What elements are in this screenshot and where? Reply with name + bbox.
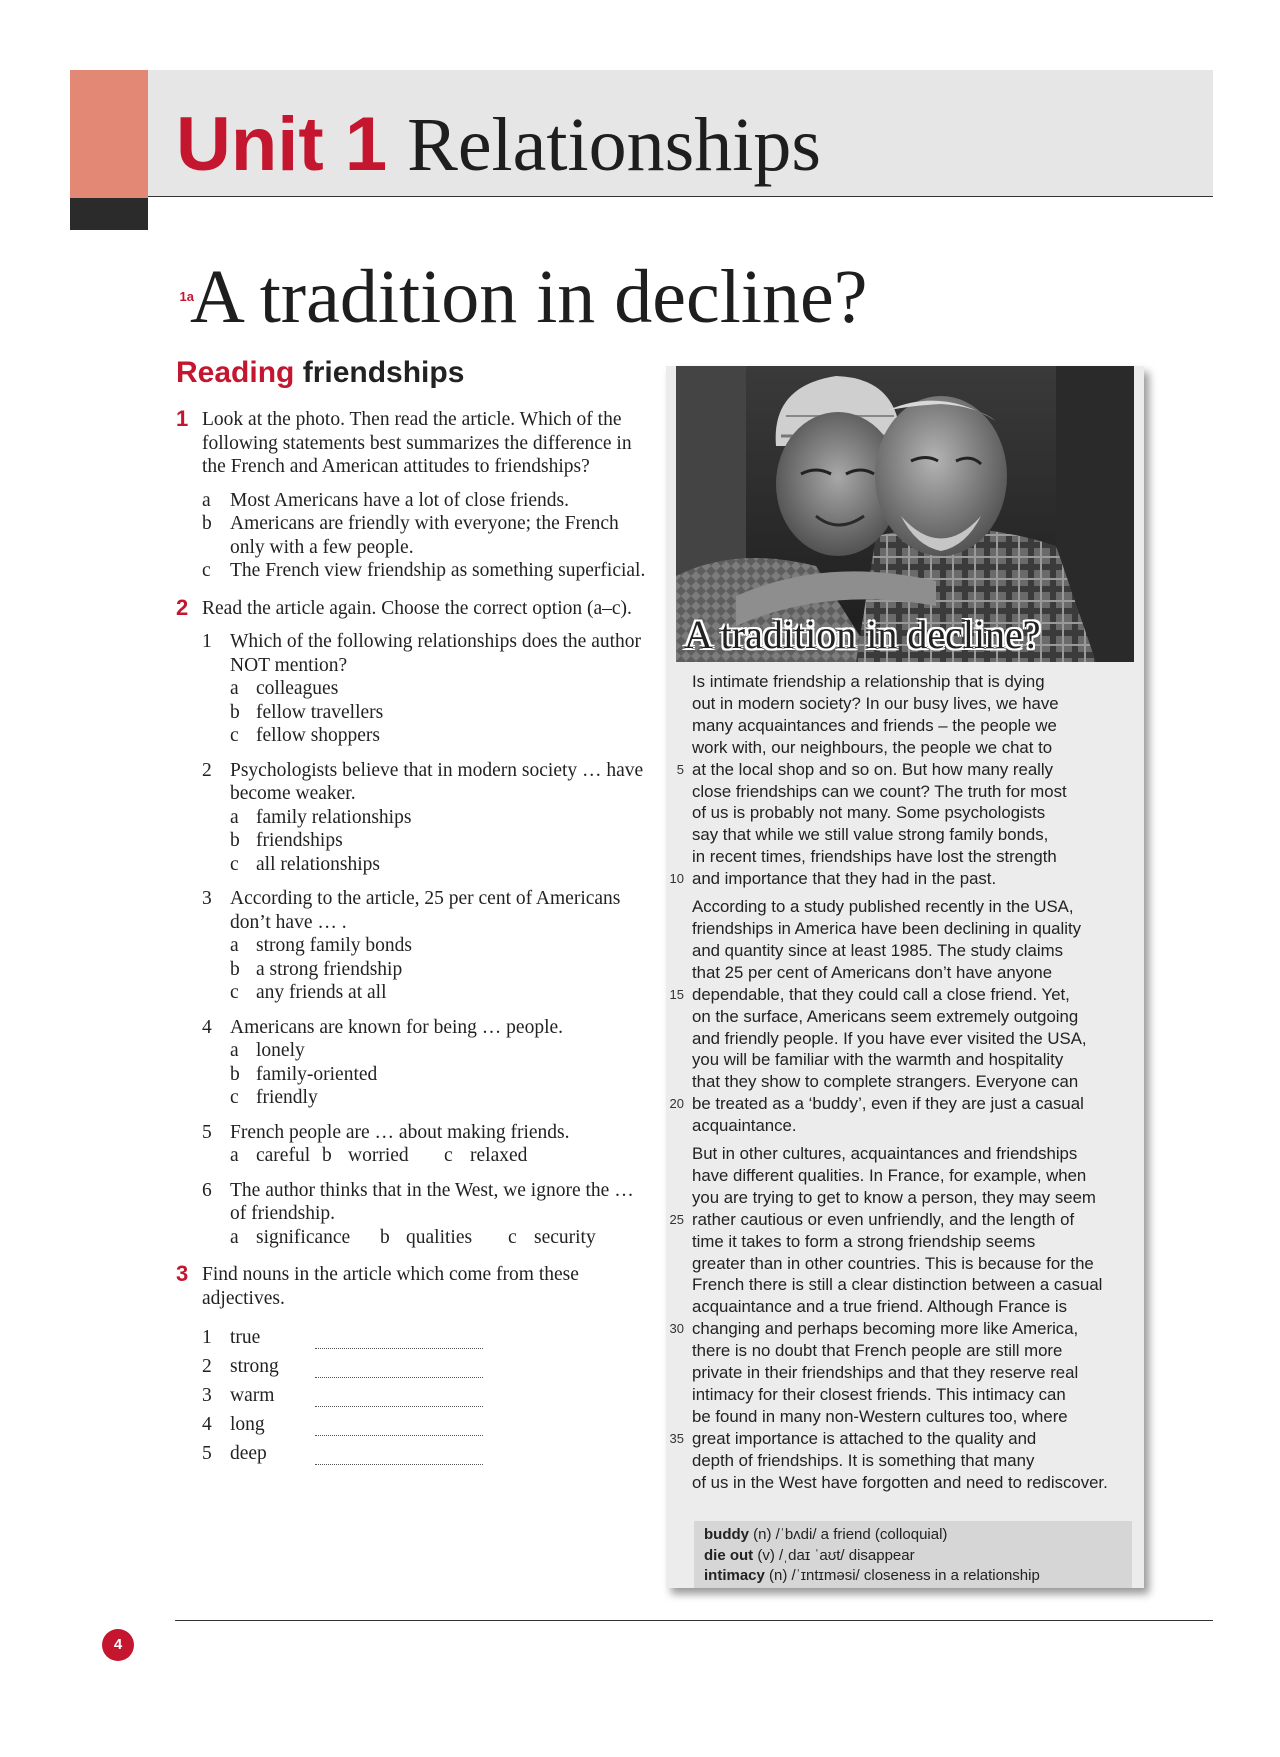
glossary-word: die out (704, 1546, 754, 1564)
line-number: 10 (669, 871, 684, 887)
option-list (202, 489, 646, 583)
article-line (666, 868, 1144, 890)
item-number: 5 (202, 1442, 212, 1464)
question-number: 3 (202, 888, 212, 909)
question-item (202, 1016, 646, 1110)
option-letter: a (230, 678, 239, 699)
option-text: family relationships (256, 806, 412, 828)
article-line (666, 1165, 1144, 1187)
glossary-word: intimacy (704, 1567, 765, 1584)
question-body (230, 887, 646, 1005)
line-text: that 25 per cent of Americans don’t have anyone (692, 962, 1053, 982)
option-letter: b (230, 830, 240, 851)
option-letter: c (230, 1087, 239, 1108)
article-line (666, 1472, 1144, 1494)
question-number: 2 (202, 759, 212, 781)
option-text: family-oriented (256, 1063, 378, 1085)
question-options (230, 1144, 646, 1168)
line-number: 15 (669, 986, 684, 1002)
exercises-column (176, 408, 646, 1479)
exercise-number: 1 (176, 406, 189, 431)
lesson-name: A tradition in decline? (190, 255, 868, 339)
question-options (230, 806, 646, 877)
article-line (666, 1384, 1144, 1406)
article-line (666, 1362, 1144, 1384)
article-line (666, 846, 1144, 868)
unit-number: Unit 1 (176, 102, 388, 187)
section-heading (176, 356, 464, 390)
question-number: 6 (202, 1179, 212, 1201)
question-text: French people are … about making friends. (230, 1121, 570, 1143)
line-text: Is intimate friendship a relationship that is dying (692, 672, 1045, 691)
article-line (666, 962, 1144, 984)
option-text: strong family bonds (256, 935, 412, 956)
exercise-number: 3 (176, 1261, 189, 1286)
option-letter: a (230, 1040, 239, 1061)
article-line (666, 1253, 1144, 1275)
option-letter: a (230, 1226, 239, 1248)
option-letter: b (380, 1226, 390, 1248)
answer-line (315, 1419, 483, 1436)
option-item (230, 958, 646, 982)
option-item (230, 724, 646, 748)
question-body (230, 1016, 646, 1110)
exercise-instruction: Read the article again. Choose the correct option (a–c). (202, 597, 632, 619)
glossary-definition: (v) /ˌdaɪ ˈaʊt/ disappear (757, 1546, 915, 1564)
article-line (666, 671, 1144, 693)
article-line (666, 940, 1144, 962)
article-body (666, 671, 1144, 1500)
option-item (230, 934, 646, 958)
option-item (230, 981, 646, 1005)
article-line (666, 1340, 1144, 1362)
line-text: depth of friendships. It is something that many (692, 1450, 1035, 1470)
exercise-number: 2 (176, 594, 189, 620)
article-line (666, 1450, 1144, 1472)
answer-line (315, 1332, 483, 1349)
option-item (230, 1086, 646, 1110)
article-line (666, 1209, 1144, 1231)
article-line (666, 1093, 1144, 1115)
line-text: acquaintance. (692, 1116, 797, 1136)
section-topic: friendships (302, 356, 465, 389)
line-text: acquaintance and a true friend. Although France is (692, 1297, 1068, 1317)
question-item (202, 630, 646, 748)
option-item (380, 1226, 508, 1250)
line-text: dependable, that they could call a close friend. Yet, (692, 984, 1070, 1004)
option-item (230, 1039, 646, 1063)
option-text: friendships (256, 830, 343, 851)
exercise-instruction: Look at the photo. Then read the article. Which of the following statements best summarizes the difference in the French and American attitudes to friendships? (202, 409, 632, 477)
exercise-3 (176, 1263, 646, 1465)
noun-list (202, 1320, 646, 1465)
option-text: any friends at all (256, 982, 387, 1003)
glossary-box (694, 1521, 1132, 1588)
article-paragraph (666, 896, 1144, 1137)
line-text: at the local shop and so on. But how many really (692, 759, 1054, 779)
option-item (322, 1144, 444, 1168)
line-text: you will be familiar with the warmth and hospitality (692, 1050, 1064, 1070)
option-text: lonely (256, 1040, 305, 1061)
question-text: Which of the following relationships does the author NOT mention? (230, 631, 642, 676)
footer-rule (175, 1620, 1213, 1621)
option-text: fellow shoppers (256, 725, 381, 746)
article-line (666, 918, 1144, 940)
glossary-word: buddy (704, 1526, 749, 1543)
item-number: 3 (202, 1384, 212, 1406)
option-letter: b (230, 1063, 240, 1085)
line-number: 20 (669, 1096, 684, 1112)
article-line (666, 1006, 1144, 1028)
option-text: colleagues (256, 678, 339, 699)
question-body (230, 630, 646, 748)
option-letter: a (230, 806, 239, 828)
glossary-entry (704, 1525, 1122, 1546)
option-letter: c (508, 1226, 517, 1248)
question-body (230, 1179, 646, 1250)
line-number: 25 (669, 1211, 684, 1227)
question-text: The author thinks that in the West, we ignore the … of friendship. (230, 1179, 634, 1224)
line-text: According to a study published recently in the USA, (692, 897, 1074, 917)
question-options (230, 1039, 646, 1110)
article-paragraph (666, 671, 1144, 890)
line-text: say that while we still value strong family bonds, (692, 825, 1049, 845)
option-text: friendly (256, 1087, 318, 1108)
lesson-number: 1a (179, 289, 194, 304)
question-text: Americans are known for being … people. (230, 1016, 564, 1038)
line-text: French there is still a clear distinction between a casual (692, 1275, 1103, 1295)
article-line (666, 759, 1144, 781)
line-text: intimacy for their closest friends. This intimacy can (692, 1385, 1066, 1404)
article-line (666, 1231, 1144, 1253)
option-text: relaxed (470, 1145, 528, 1166)
option-letter: a (230, 935, 239, 956)
article-line (666, 1143, 1144, 1165)
article-line (666, 1115, 1144, 1137)
line-text: rather cautious or even unfriendly, and the length of (692, 1209, 1075, 1229)
article-line (666, 737, 1144, 759)
article-line (666, 1406, 1144, 1428)
line-text: great importance is attached to the quality and (692, 1428, 1037, 1448)
article-line (666, 1049, 1144, 1071)
article-line (666, 1428, 1144, 1450)
article-title: A tradition in decline? (684, 612, 1041, 657)
question-item (202, 1121, 646, 1168)
exercise-instruction: Find nouns in the article which come from these adjectives. (202, 1264, 579, 1309)
option-letter: c (202, 560, 211, 581)
option-letter: b (230, 701, 240, 723)
option-item (230, 1144, 322, 1168)
page-number: 4 (102, 1629, 134, 1661)
option-item (230, 677, 646, 701)
option-item (202, 489, 646, 513)
line-text: private in their friendships and that they reserve real (692, 1363, 1079, 1383)
line-text: be found in many non-Western cultures too, where (692, 1406, 1068, 1426)
option-letter: a (230, 1145, 239, 1166)
line-text: and friendly people. If you have ever visited the USA, (692, 1028, 1087, 1048)
article-line (666, 1318, 1144, 1340)
article-panel (666, 366, 1144, 1588)
glossary-definition: (n) /ˈbʌdi/ a friend (colloquial) (753, 1526, 948, 1543)
unit-accent-block-dark (70, 198, 148, 230)
option-letter: b (322, 1145, 332, 1166)
article-line (666, 1274, 1144, 1296)
exercise-1 (176, 408, 646, 583)
question-options (230, 934, 646, 1005)
question-body (230, 759, 646, 877)
unit-name: Relationships (407, 103, 821, 187)
noun-item (202, 1407, 646, 1436)
unit-accent-block (70, 70, 148, 198)
option-item (230, 1063, 646, 1087)
question-item (202, 887, 646, 1005)
line-number: 35 (669, 1430, 684, 1446)
article-line (666, 896, 1144, 918)
unit-title (176, 100, 821, 190)
question-item (202, 1179, 646, 1250)
line-text: But in other cultures, acquaintances and friendships (692, 1144, 1078, 1164)
adjective-word: warm (230, 1384, 275, 1406)
question-body (230, 1121, 646, 1168)
option-letter: b (202, 513, 212, 534)
article-line (666, 802, 1144, 824)
line-text: in recent times, friendships have lost the strength (692, 847, 1057, 867)
option-text: fellow travellers (256, 701, 384, 723)
line-text: greater than in other countries. This is because for the (692, 1253, 1094, 1273)
option-text: worried (348, 1145, 409, 1166)
adjective-word: long (230, 1413, 265, 1435)
exercise-2 (176, 594, 646, 1250)
question-item (202, 759, 646, 877)
line-text: work with, our neighbours, the people we chat to (692, 737, 1053, 757)
lesson-title (176, 252, 867, 342)
line-text: and quantity since at least 1985. The study claims (692, 940, 1063, 960)
option-text: careful (256, 1145, 311, 1166)
glossary-definition: (n) /ˈɪntɪməsi/ closeness in a relationship (769, 1567, 1040, 1584)
line-text: be treated as a ‘buddy’, even if they are just a casual (692, 1094, 1084, 1114)
line-text: close friendships can we count? The truth for most (692, 781, 1067, 801)
option-item (202, 512, 646, 559)
question-list (202, 630, 646, 1249)
line-text: you are trying to get to know a person, they may seem (692, 1187, 1096, 1207)
question-text: According to the article, 25 per cent of Americans don’t have … . (230, 888, 621, 933)
option-letter: c (230, 982, 239, 1003)
answer-line (315, 1361, 483, 1378)
option-text: Most Americans have a lot of close friends. (230, 489, 569, 511)
line-text: and importance that they had in the past. (692, 869, 997, 889)
article-paragraph (666, 1143, 1144, 1494)
article-line (666, 984, 1144, 1006)
adjective-word: strong (230, 1355, 279, 1377)
item-number: 2 (202, 1355, 212, 1377)
item-number: 4 (202, 1413, 212, 1435)
article-line (666, 1187, 1144, 1209)
item-number: 1 (202, 1326, 212, 1348)
line-text: many acquaintances and friends – the people we (692, 715, 1057, 735)
option-item (230, 853, 646, 877)
adjective-word: deep (230, 1442, 267, 1464)
line-text: of us is probably not many. Some psychologists (692, 803, 1046, 823)
question-number: 5 (202, 1121, 212, 1143)
option-item (230, 829, 646, 853)
option-text: The French view friendship as something superficial. (230, 560, 646, 581)
article-line (666, 781, 1144, 803)
option-letter: c (230, 853, 239, 875)
glossary-entry (704, 1566, 1122, 1587)
line-text: that they show to complete strangers. Everyone can (692, 1072, 1079, 1092)
question-options (230, 677, 646, 748)
noun-item (202, 1378, 646, 1407)
option-text: qualities (406, 1226, 473, 1248)
option-text: Americans are friendly with everyone; the French only with a few people. (230, 513, 619, 558)
option-letter: a (202, 489, 211, 511)
option-letter: c (444, 1145, 453, 1166)
line-text: out in modern society? In our busy lives, we have (692, 693, 1059, 713)
article-line (666, 693, 1144, 715)
noun-item (202, 1436, 646, 1465)
answer-line (315, 1448, 483, 1465)
option-item (202, 559, 646, 583)
option-letter: b (230, 958, 240, 980)
option-item (508, 1226, 608, 1250)
option-item (230, 701, 646, 725)
option-text: all relationships (256, 853, 381, 875)
article-line (666, 1028, 1144, 1050)
option-item (230, 1226, 380, 1250)
line-text: changing and perhaps becoming more like America, (692, 1319, 1079, 1339)
article-line (666, 715, 1144, 737)
line-text: there is no doubt that French people are still more (692, 1341, 1063, 1361)
option-text: significance (256, 1226, 351, 1248)
answer-line (315, 1390, 483, 1407)
line-text: have different qualities. In France, for example, when (692, 1165, 1087, 1185)
line-number: 30 (669, 1321, 684, 1337)
section-label: Reading (176, 356, 295, 389)
article-line (666, 824, 1144, 846)
noun-item (202, 1349, 646, 1378)
option-text: security (534, 1226, 596, 1248)
glossary-entry (704, 1546, 1122, 1567)
option-letter: c (230, 725, 239, 746)
line-text: on the surface, Americans seem extremely outgoing (692, 1006, 1079, 1026)
adjective-word: true (230, 1326, 261, 1348)
noun-item (202, 1320, 646, 1349)
line-text: of us in the West have forgotten and need to rediscover. (692, 1472, 1108, 1492)
question-options (230, 1226, 646, 1250)
option-text: a strong friendship (256, 958, 403, 980)
line-text: friendships in America have been declining in quality (692, 918, 1082, 938)
line-number: 5 (676, 761, 684, 777)
option-item (230, 806, 646, 830)
article-line (666, 1071, 1144, 1093)
option-item (444, 1144, 544, 1168)
question-text: Psychologists believe that in modern society … have become weaker. (230, 759, 644, 804)
question-number: 1 (202, 631, 212, 652)
line-text: time it takes to form a strong friendship seems (692, 1231, 1036, 1251)
article-line (666, 1296, 1144, 1318)
question-number: 4 (202, 1016, 212, 1038)
